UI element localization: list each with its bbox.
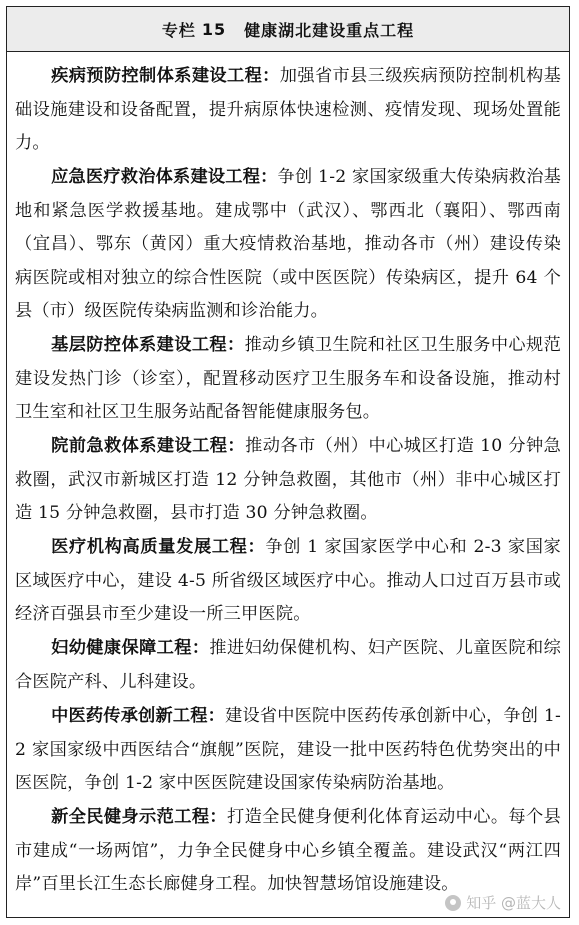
section-title: 基层防控体系建设工程： [51,335,245,356]
section-title: 院前急救体系建设工程： [51,436,246,457]
watermark-text: 知乎 @蓝大人 [466,894,561,912]
section-body: 争创 1-2 家国家级重大传染病救治基地和紧急医学救援基地。建成鄂中（武汉）、鄂西北（襄阳）、鄂西南（宜昌）、鄂东（黄冈）重大疫情救治基地，推动各市（州）建设传染病医院或相对独立的综合性医院（或中医医院）传染病区，提升 64 个县（市）级医院传染病监测和诊治能力。 [15,167,561,322]
section-body: 建设省中医院中医药传承创新中心，争创 1-2 家国家级中西医结合“旗舰”医院，建设一批中医药特色优势突出的中医医院，争创 1-2 家中医医院建设国家传染病防治基地。 [15,706,561,794]
column-number: 15 [201,19,227,39]
column-content [7,52,569,902]
special-column-box [6,6,570,918]
section-prehospital-emergency [15,430,561,531]
section-body: 推动乡镇卫生院和社区卫生服务中心规范建设发热门诊（诊室），配置移动医疗卫生服务车和设备设施，推动村卫生室和社区卫生服务站配备智能健康服务包。 [15,335,561,423]
section-body: 推进妇幼保健机构、妇产医院、儿童医院和综合医院产科、儿科建设。 [15,638,561,692]
section-grassroots-prevention [15,329,561,430]
section-maternal-child-health [15,632,561,699]
section-title: 疾病预防控制体系建设工程： [51,66,280,86]
column-header [7,7,569,52]
column-prefix: 专栏 [161,20,196,40]
zhihu-watermark [445,892,561,913]
section-title: 新全民健身示范工程： [51,807,227,828]
section-body: 打造全民健身便利化体育运动中心。每个县市建成“一场两馆”，力争全民健身中心乡镇全覆盖。建设武汉“两江四岸”百里长江生态长廊健身工程。加快智慧场馆设施建设。 [15,807,561,895]
section-hospital-development [15,531,561,632]
section-body: 加强省市县三级疾病预防控制机构基础设施建设和设备配置，提升病原体快速检测、疫情发现、现场处置能力。 [15,66,562,153]
section-title: 医疗机构高质量发展工程： [51,537,266,558]
section-disease-control [15,60,561,161]
section-body: 推动各市（州）中心城区打造 10 分钟急救圈，武汉市新城区打造 12 分钟急救圈，其他市（州）非中心城区打造 15 分钟急救圈，县市打造 30 分钟急救圈。 [15,436,561,524]
section-tcm-innovation [15,700,561,801]
section-body: 争创 1 家国家医学中心和 2-3 家国家区域医疗中心，建设 4-5 所省级区域医疗中心。推动人口过百万县市或经济百强县市至少建设一所三甲医院。 [15,537,561,625]
section-title: 中医药传承创新工程： [51,706,226,727]
column-title: 健康湖北建设重点工程 [244,20,415,40]
user-avatar-icon [445,895,461,911]
section-national-fitness [15,801,561,902]
section-title: 应急医疗救治体系建设工程： [51,167,278,188]
section-emergency-treatment [15,161,561,329]
section-title: 妇幼健康保障工程： [51,638,210,659]
